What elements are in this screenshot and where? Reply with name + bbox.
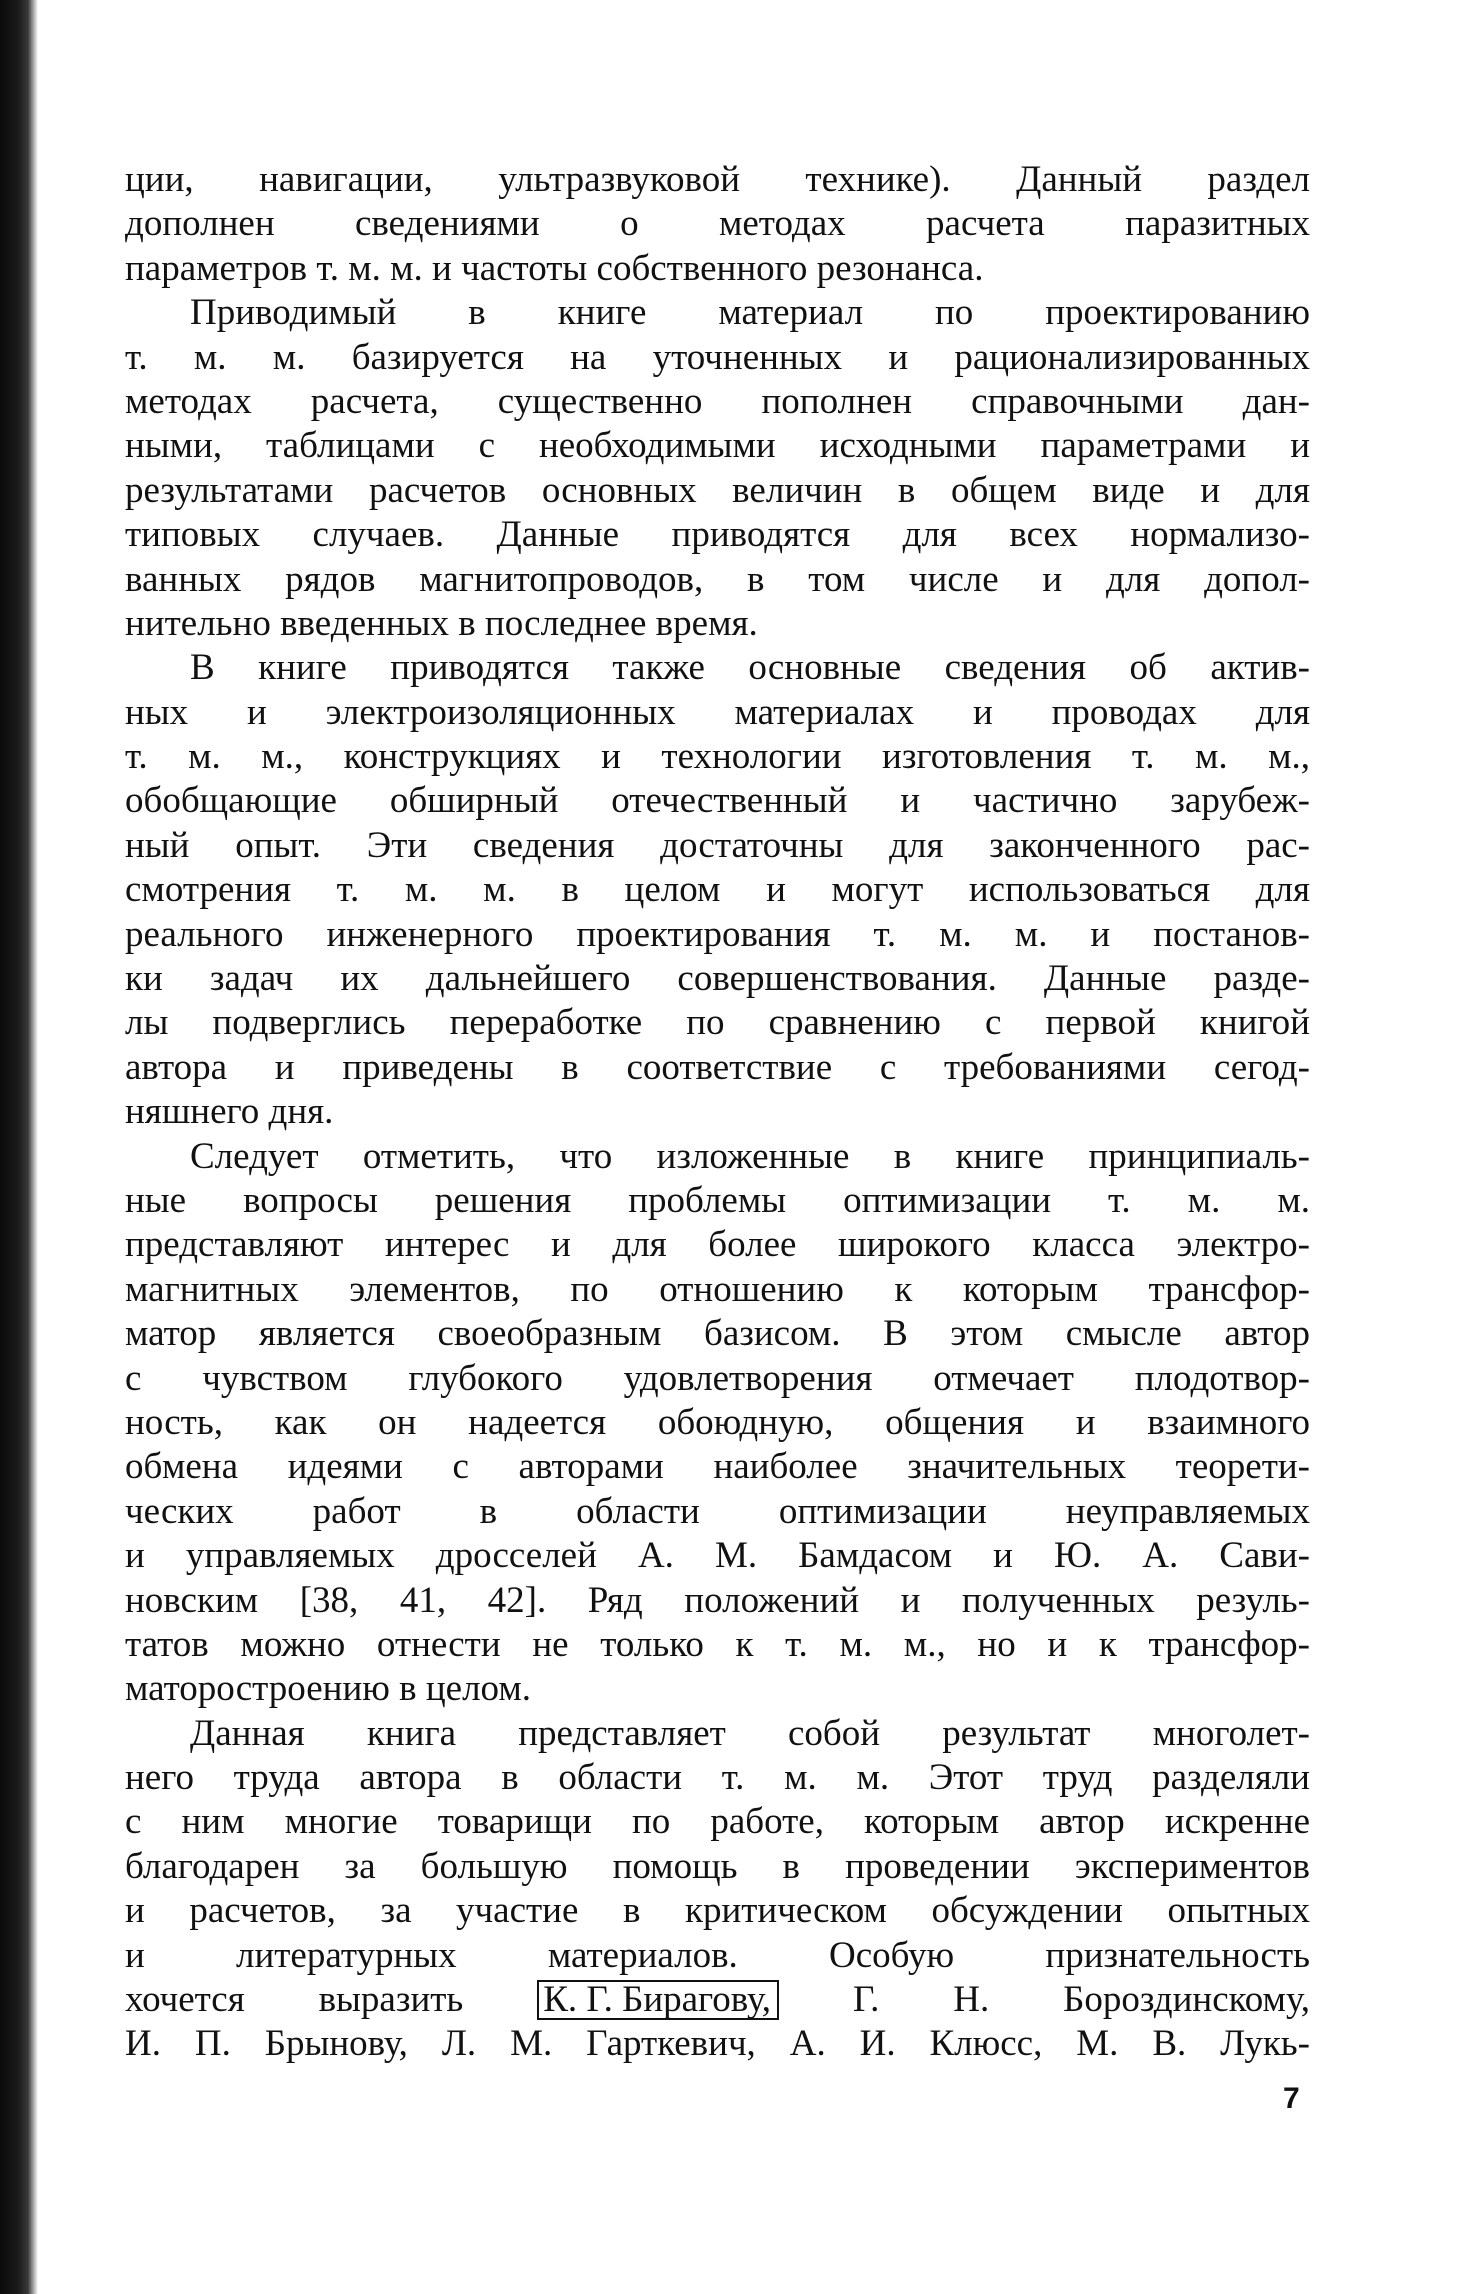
text-line: ными, таблицами с необходимыми исходными параметрами и <box>125 425 1310 467</box>
text-line: дополнен сведениями о методах расчета паразитных <box>125 203 1310 245</box>
text-line: матор является своеобразным базисом. В этом смысле автор <box>125 1313 1310 1355</box>
text-line: с чувством глубокого удовлетворения отмечает плодотвор- <box>125 1357 1310 1399</box>
scan-binding-edge <box>0 0 38 2294</box>
text-line: типовых случаев. Данные приводятся для всех нормализо- <box>125 514 1310 556</box>
text-line: с ним многие товарищи по работе, которым автор искренне <box>125 1801 1310 1843</box>
text-fragment: Г. Н. Бороздинскому, <box>852 1979 1311 2021</box>
text-line: и литературных материалов. Особую признательность <box>125 1934 1310 1976</box>
text-line: ных и электроизоляционных материалах и проводах для <box>125 691 1310 733</box>
text-line: ческих работ в области оптимизации неуправляемых <box>125 1490 1310 1532</box>
text-line: ный опыт. Эти сведения достаточны для законченного рас- <box>125 824 1310 866</box>
text-line: обмена идеями с авторами наиболее значительных теорети- <box>125 1446 1310 1488</box>
text-line: благодарен за большую помощь в проведении экспериментов <box>125 1845 1310 1887</box>
text-line: представляют интерес и для более широкого класса электро- <box>125 1224 1310 1266</box>
text-line: няшнего дня. <box>125 1091 334 1133</box>
paragraph-start-line: Приводимый в книге материал по проектированию <box>190 292 1310 334</box>
text-line: автора и приведены в соответствие с требованиями сегод- <box>125 1046 1310 1088</box>
text-line: него труда автора в области т. м. м. Этот труд разделяли <box>125 1757 1310 1799</box>
text-line: обобщающие обширный отечественный и частично зарубеж- <box>125 780 1310 822</box>
text-line: ции, навигации, ультразвуковой технике). Данный раздел <box>125 159 1310 200</box>
paragraph-start-line: В книге приводятся также основные сведения об актив- <box>190 647 1310 689</box>
page-text <box>125 158 1310 2067</box>
text-line: И. П. Брынову, Л. М. Гарткевич, А. И. Клюсс, М. В. Лукь- <box>125 2023 1310 2065</box>
text-line: маторостроению в целом. <box>125 1668 532 1710</box>
text-line: ные вопросы решения проблемы оптимизации т. м. м. <box>125 1179 1310 1221</box>
text-line: ки задач их дальнейшего совершенствования. Данные разде- <box>125 958 1310 1000</box>
text-line: ванных рядов магнитопроводов, в том числе и для допол- <box>125 558 1310 600</box>
text-line: т. м. м., конструкциях и технологии изготовления т. м. м., <box>125 736 1310 778</box>
page-number: 7 <box>1283 2082 1300 2115</box>
text-line: результатами расчетов основных величин в общем виде и для <box>125 469 1310 511</box>
text-line: новским [38, 41, 42]. Ряд положений и полученных резуль- <box>125 1579 1310 1621</box>
text-line: параметров т. м. м. и частоты собственного резонанса. <box>125 247 984 289</box>
text-line: татов можно отнести не только к т. м. м., но и к трансфор- <box>125 1623 1310 1665</box>
text-line: смотрения т. м. м. в целом и могут использоваться для <box>125 869 1310 911</box>
text-line: и управляемых дросселей А. М. Бамдасом и Ю. А. Сави- <box>125 1535 1310 1577</box>
text-line: ность, как он надеется обоюдную, общения и взаимного <box>125 1401 1310 1443</box>
text-line: лы подверглись переработке по сравнению с первой книгой <box>125 1002 1310 1044</box>
text-line: методах расчета, существенно пополнен справочными дан- <box>125 380 1310 422</box>
paragraph-start-line: Данная книга представляет собой результат многолет- <box>190 1712 1310 1754</box>
boxed-name: К. Г. Бирагову, <box>537 1980 779 2020</box>
text-line: и расчетов, за участие в критическом обсуждении опытных <box>125 1890 1310 1932</box>
text-line-with-box <box>125 1978 1310 2022</box>
paragraph-start-line: Следует отметить, что изложенные в книге принципиаль- <box>190 1135 1310 1177</box>
text-line: магнитных элементов, по отношению к которым трансфор- <box>125 1268 1310 1310</box>
text-line: нительно введенных в последнее время. <box>125 602 758 644</box>
text-line: т. м. м. базируется на уточненных и рационализированных <box>125 336 1310 378</box>
text-fragment: хочется выразить <box>125 1979 464 2021</box>
text-line: реального инженерного проектирования т. м. м. и постанов- <box>125 913 1310 955</box>
